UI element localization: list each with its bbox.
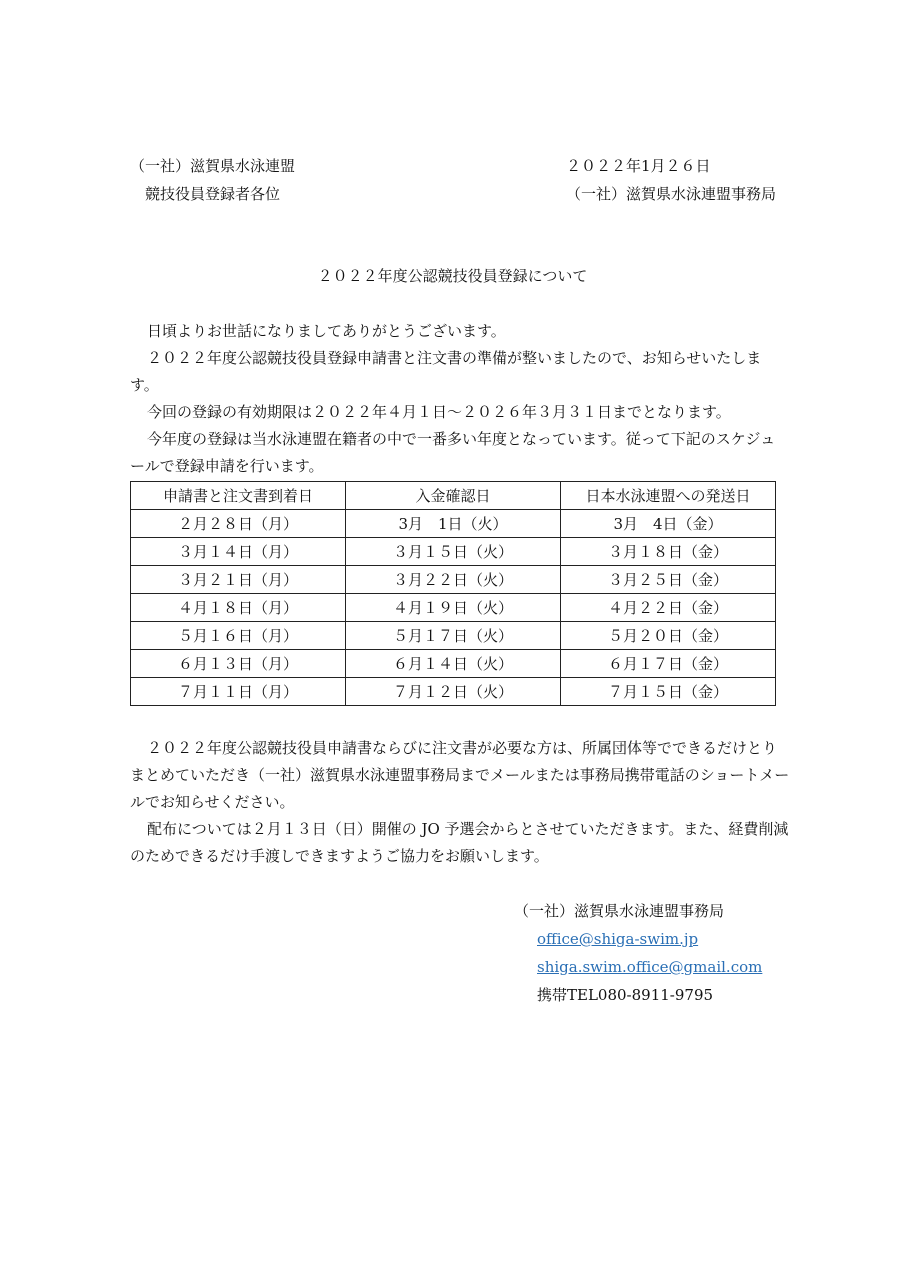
contact-email-office[interactable] <box>537 928 698 950</box>
arrival-date-cell: ６月１３日（月） <box>131 650 346 678</box>
payment-date-cell: ５月１７日（火） <box>346 622 561 650</box>
arrival-date-cell: ５月１６日（月） <box>131 622 346 650</box>
paragraph-validity: 今回の登録の有効期限は２０２２年４月１日～２０２６年３月３１日までとなります。 <box>147 403 731 421</box>
arrival-date-cell: ２月２８日（月） <box>131 510 346 538</box>
table-row <box>131 566 776 594</box>
arrival-date-cell: ３月１４日（月） <box>131 538 346 566</box>
header-payment-date: 入金確認日 <box>346 482 561 510</box>
payment-date-cell: ３月１５日（火） <box>346 538 561 566</box>
dispatch-date-cell: ３月２５日（金） <box>561 566 776 594</box>
table-row <box>131 510 776 538</box>
dispatch-date-cell: 3月 4日（金） <box>561 510 776 538</box>
paragraph-distribution: 配布については２月１３日（日）開催の JO 予選会からとさせていただきます。また、経費削減のためできるだけ手渡しできますようご協力をお願いします。 <box>130 820 789 865</box>
arrival-date-cell: ４月１８日（月） <box>131 594 346 622</box>
paragraph-schedule-intro: 今年度の登録は当水泳連盟在籍者の中で一番多い年度となっています。従って下記のスケジュールで登録申請を行います。 <box>130 430 776 475</box>
payment-date-cell: ４月１９日（火） <box>346 594 561 622</box>
payment-date-cell: ７月１２日（火） <box>346 678 561 706</box>
dispatch-date-cell: ４月２２日（金） <box>561 594 776 622</box>
sender-org: （一社）滋賀県水泳連盟事務局 <box>566 185 777 203</box>
table-header-row <box>131 482 776 510</box>
document-title: ２０２２年度公認競技役員登録について <box>317 267 588 285</box>
table-row <box>131 538 776 566</box>
header-dispatch-date: 日本水泳連盟への発送日 <box>561 482 776 510</box>
arrival-date-cell: ３月２１日（月） <box>131 566 346 594</box>
paragraph-request-instructions: ２０２２年度公認競技役員申請書ならびに注文書が必要な方は、所属団体等でできるだけとりまとめていただき（一社）滋賀県水泳連盟事務局までメールまたは事務局携帯電話のショートメールでお知らせください。 <box>130 739 790 811</box>
dispatch-date-cell: ３月１８日（金） <box>561 538 776 566</box>
table-row <box>131 650 776 678</box>
dispatch-date-cell: ５月２０日（金） <box>561 622 776 650</box>
email-link-office[interactable]: office@shiga-swim.jp <box>537 930 699 948</box>
contact-phone: 携帯TEL080-8911-9795 <box>537 986 714 1004</box>
table-row <box>131 678 776 706</box>
table-row <box>131 622 776 650</box>
recipient-org: （一社）滋賀県水泳連盟 <box>130 157 296 175</box>
paragraph-announcement: ２０２２年度公認競技役員登録申請書と注文書の準備が整いましたので、お知らせいたします。 <box>130 349 762 394</box>
document-date: ２０２２年1月２６日 <box>566 157 711 175</box>
header-arrival-date: 申請書と注文書到着日 <box>131 482 346 510</box>
table-row <box>131 594 776 622</box>
paragraph-greeting: 日頃よりお世話になりましてありがとうございます。 <box>147 322 506 340</box>
contact-email-gmail[interactable] <box>537 956 762 978</box>
arrival-date-cell: ７月１１日（月） <box>131 678 346 706</box>
dispatch-date-cell: ７月１５日（金） <box>561 678 776 706</box>
payment-date-cell: ６月１４日（火） <box>346 650 561 678</box>
payment-date-cell: 3月 1日（火） <box>346 510 561 538</box>
recipient: 競技役員登録者各位 <box>145 185 281 203</box>
contact-office: （一社）滋賀県水泳連盟事務局 <box>514 902 725 920</box>
payment-date-cell: ３月２２日（火） <box>346 566 561 594</box>
email-link-gmail[interactable]: shiga.swim.office@gmail.com <box>537 958 763 976</box>
dispatch-date-cell: ６月１７日（金） <box>561 650 776 678</box>
schedule-table <box>130 481 776 706</box>
